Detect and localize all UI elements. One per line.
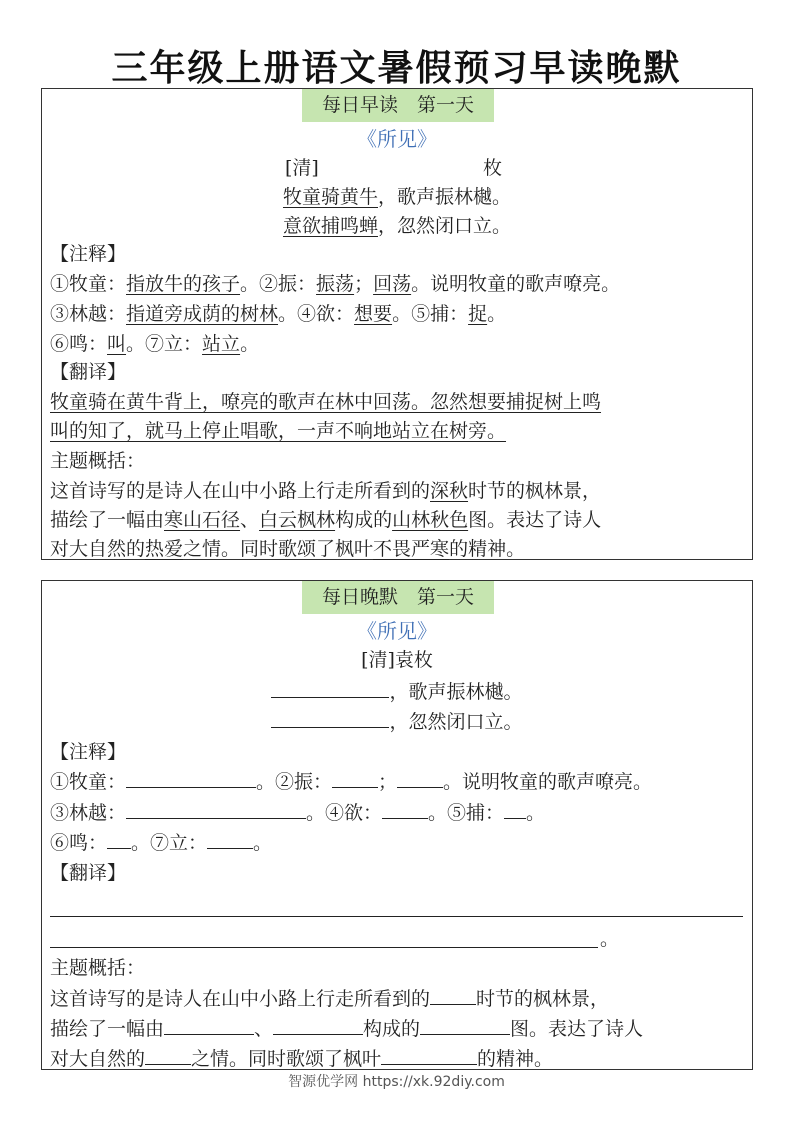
translation-label: 【翻译】 (50, 361, 127, 383)
evening-header: 每日晚默 第一天 (302, 581, 494, 614)
translation-end-mark: 。 (600, 928, 620, 950)
poem-title: 《所见》 (357, 127, 437, 151)
fill-blank[interactable] (145, 1046, 191, 1065)
poem-line-1-blank: ，歌声振林樾。 (42, 677, 752, 704)
fill-blank[interactable] (164, 1016, 254, 1035)
fill-blank[interactable] (207, 830, 253, 849)
fill-blank[interactable] (126, 800, 306, 819)
note-line-2: ③林越：指道旁成荫的树林。④欲：想要。⑤捕：捉。 (50, 303, 507, 325)
poem-dynasty: [清] (285, 157, 319, 179)
poem-line-1: 牧童骑黄牛，歌声振林樾。 (282, 186, 512, 208)
fill-blank[interactable] (420, 1016, 510, 1035)
theme-label: 主题概括： (50, 957, 146, 979)
theme-label: 主题概括： (50, 450, 146, 472)
fill-blank[interactable] (504, 800, 526, 819)
note-line-2: ③林越： 。④欲： 。⑤捕： 。 (50, 802, 546, 824)
translation-blank-line-1[interactable] (50, 915, 743, 917)
fill-blank[interactable] (430, 986, 476, 1005)
morning-reading-card (41, 88, 753, 560)
fill-blank[interactable] (271, 679, 389, 698)
fill-blank[interactable] (126, 769, 256, 788)
translation-label: 【翻译】 (50, 862, 127, 884)
note-line-1: ①牧童：指放牛的孩子。②振：振荡；回荡。说明牧童的歌声嘹亮。 (50, 273, 621, 295)
theme-line-1: 这首诗写的是诗人在山中小路上行走所看到的深秋时节的枫林景， (50, 480, 602, 502)
theme-line-2: 描绘了一幅由 、 构成的 图。表达了诗人 (50, 1018, 644, 1040)
theme-line-3: 对大自然的热爱之情。同时歌颂了枫叶不畏严寒的精神。 (50, 538, 526, 560)
page-title: 三年级上册语文暑假预习早读晚默 (111, 48, 682, 89)
fill-blank[interactable] (271, 709, 389, 728)
poem-line-2-blank: ，忽然闭口立。 (42, 707, 752, 734)
poem-line-2: 意欲捕鸣蝉，忽然闭口立。 (282, 215, 512, 237)
theme-line-2: 描绘了一幅由寒山石径、白云枫林构成的山林秋色图。表达了诗人 (50, 509, 602, 531)
translation-blank-line-2[interactable] (50, 946, 598, 948)
fill-blank[interactable] (397, 769, 443, 788)
poem-title: 《所见》 (357, 619, 437, 643)
notes-label: 【注释】 (50, 741, 127, 763)
morning-header: 每日早读 第一天 (302, 89, 494, 122)
fill-blank[interactable] (382, 800, 428, 819)
translation-line-2: 叫的知了，就马上停止唱歌，一声不响地站立在树旁。 (50, 420, 507, 442)
note-line-1: ①牧童： 。②振： ； 。说明牧童的歌声嘹亮。 (50, 771, 653, 793)
note-line-3: ⑥鸣：叫。⑦立：站立。 (50, 333, 260, 355)
fill-blank[interactable] (273, 1016, 363, 1035)
translation-line-1: 牧童骑在黄牛背上，嘹亮的歌声在林中回荡。忽然想要捕捉树上鸣 (50, 391, 602, 413)
theme-line-3: 对大自然的 之情。同时歌颂了枫叶 的精神。 (50, 1048, 554, 1070)
notes-label: 【注释】 (50, 243, 127, 265)
fill-blank[interactable] (107, 830, 131, 849)
poem-author: 枚 (483, 157, 503, 179)
fill-blank[interactable] (381, 1046, 477, 1065)
note-line-3: ⑥鸣： 。⑦立： 。 (50, 832, 273, 854)
footer-watermark: 智源优学网 https://xk.92diy.com (288, 1074, 505, 1090)
evening-dictation-card (41, 580, 753, 1070)
poem-author-line: [清]袁枚 (361, 649, 433, 671)
theme-line-1: 这首诗写的是诗人在山中小路上行走所看到的 时节的枫林景， (50, 988, 610, 1010)
fill-blank[interactable] (332, 769, 378, 788)
